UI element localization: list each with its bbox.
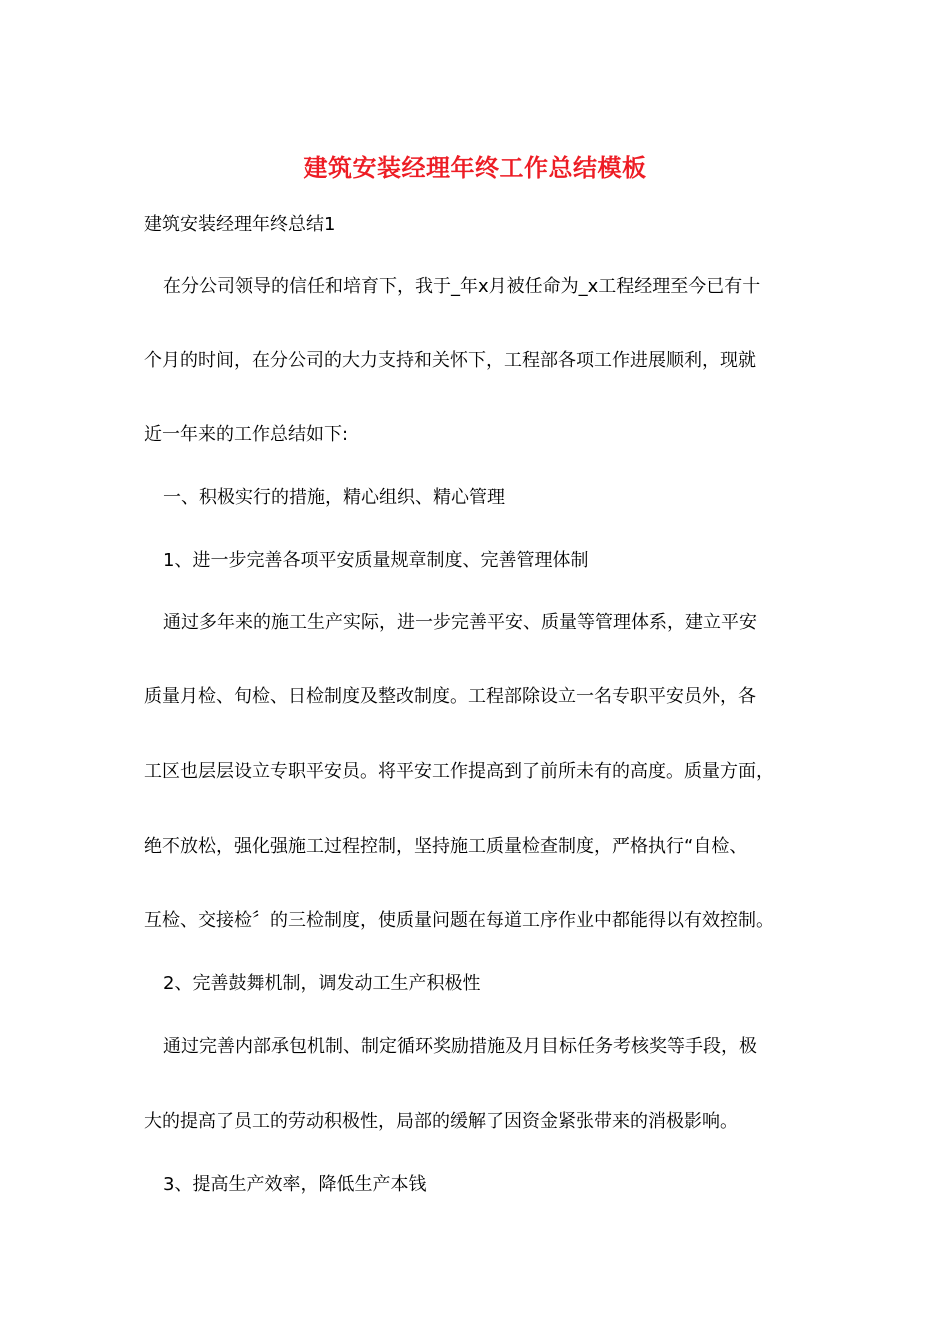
- paragraph-line: 互检、交接检〞的三检制度，使质量问题在每道工序作业中都能得以有效控制。: [144, 910, 774, 931]
- paragraph-line: 大的提高了员工的劳动积极性，局部的缓解了因资金紧张带来的消极影响。: [144, 1111, 738, 1132]
- subheading: 3、提高生产效率，降低生产本钱: [163, 1174, 427, 1195]
- paragraph-line: 在分公司领导的信任和培育下，我于_年x月被任命为_x工程经理至今已有十: [163, 276, 761, 297]
- document-title: 建筑安装经理年终工作总结模板: [303, 153, 647, 182]
- paragraph-line: 近一年来的工作总结如下:: [144, 424, 349, 445]
- paragraph-line: 个月的时间，在分公司的大力支持和关怀下，工程部各项工作进展顺利，现就: [144, 350, 756, 371]
- section-heading: 建筑安装经理年终总结1: [144, 214, 336, 235]
- subheading: 2、完善鼓舞机制，调发动工生产积极性: [163, 973, 481, 994]
- paragraph-line: 工区也层层设立专职平安员。将平安工作提高到了前所未有的高度。质量方面，: [144, 761, 774, 782]
- paragraph-line: 通过完善内部承包机制、制定循环奖励措施及月目标任务考核奖等手段，极: [163, 1036, 757, 1057]
- paragraph-line: 绝不放松，强化强施工过程控制，坚持施工质量检查制度，严格执行“自检、: [144, 836, 748, 857]
- subheading: 1、进一步完善各项平安质量规章制度、完善管理体制: [163, 550, 589, 571]
- subheading: 一、积极实行的措施，精心组织、精心管理: [163, 487, 505, 508]
- paragraph-line: 质量月检、旬检、日检制度及整改制度。工程部除设立一名专职平安员外，各: [144, 686, 756, 707]
- paragraph-line: 通过多年来的施工生产实际，进一步完善平安、质量等管理体系，建立平安: [163, 612, 757, 633]
